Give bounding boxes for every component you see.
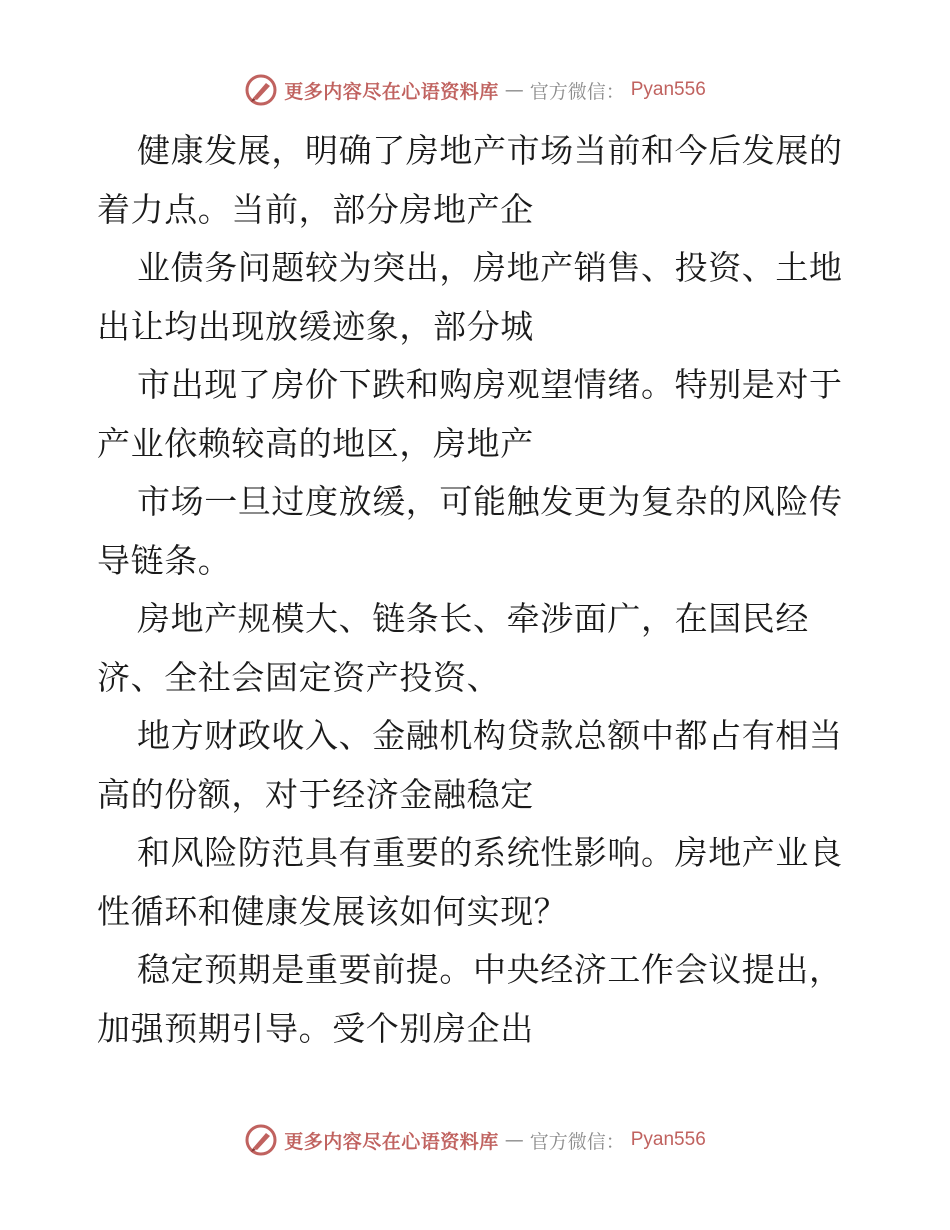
text-line: 高的份额，对于经济金融稳定 — [97, 774, 534, 814]
banner-dash: — — [504, 1129, 524, 1151]
banner-tagline: 更多内容尽在心语资料库 — [284, 80, 499, 103]
text-line: 健康发展，明确了房地产市场当前和今后发展的 — [137, 131, 843, 170]
footer-watermark-banner — [0, 1120, 950, 1160]
text-line: 市出现了房价下跌和购房观望情绪。特别是对于 — [137, 365, 843, 404]
banner-handle: Pyan556 — [630, 1129, 706, 1150]
banner-tagline: 更多内容尽在心语资料库 — [284, 1130, 499, 1153]
text-line: 济、全社会固定资产投资、 — [97, 657, 501, 697]
banner-dash: — — [504, 79, 524, 101]
header-watermark-banner — [0, 70, 950, 110]
banner-handle: Pyan556 — [630, 79, 706, 100]
text-line: 导链条。 — [97, 540, 232, 580]
banner-wechat-label: 官方微信： — [529, 80, 625, 103]
banner-wechat-label: 官方微信： — [529, 1130, 625, 1153]
text-line: 和风险防范具有重要的系统性影响。房地产业良 — [137, 833, 843, 872]
text-line: 加强预期引导。受个别房企出 — [97, 1008, 534, 1048]
text-line: 房地产规模大、链条长、牵涉面广，在国民经 — [137, 599, 809, 638]
text-line: 性循环和健康发展该如何实现？ — [97, 891, 568, 931]
text-line: 业债务问题较为突出，房地产销售、投资、土地 — [137, 248, 843, 287]
text-line: 稳定预期是重要前提。中央经济工作会议提出， — [137, 950, 843, 989]
text-line: 市场一旦过度放缓，可能触发更为复杂的风险传 — [137, 482, 843, 521]
text-line: 产业依赖较高的地区，房地产 — [97, 423, 534, 463]
pen-logo-icon — [244, 1123, 278, 1157]
text-line: 出让均出现放缓迹象，部分城 — [97, 306, 534, 346]
pen-logo-icon — [244, 73, 278, 107]
document-body — [97, 122, 857, 1058]
text-line: 地方财政收入、金融机构贷款总额中都占有相当 — [137, 716, 843, 755]
text-line: 着力点。当前，部分房地产企 — [97, 189, 534, 229]
